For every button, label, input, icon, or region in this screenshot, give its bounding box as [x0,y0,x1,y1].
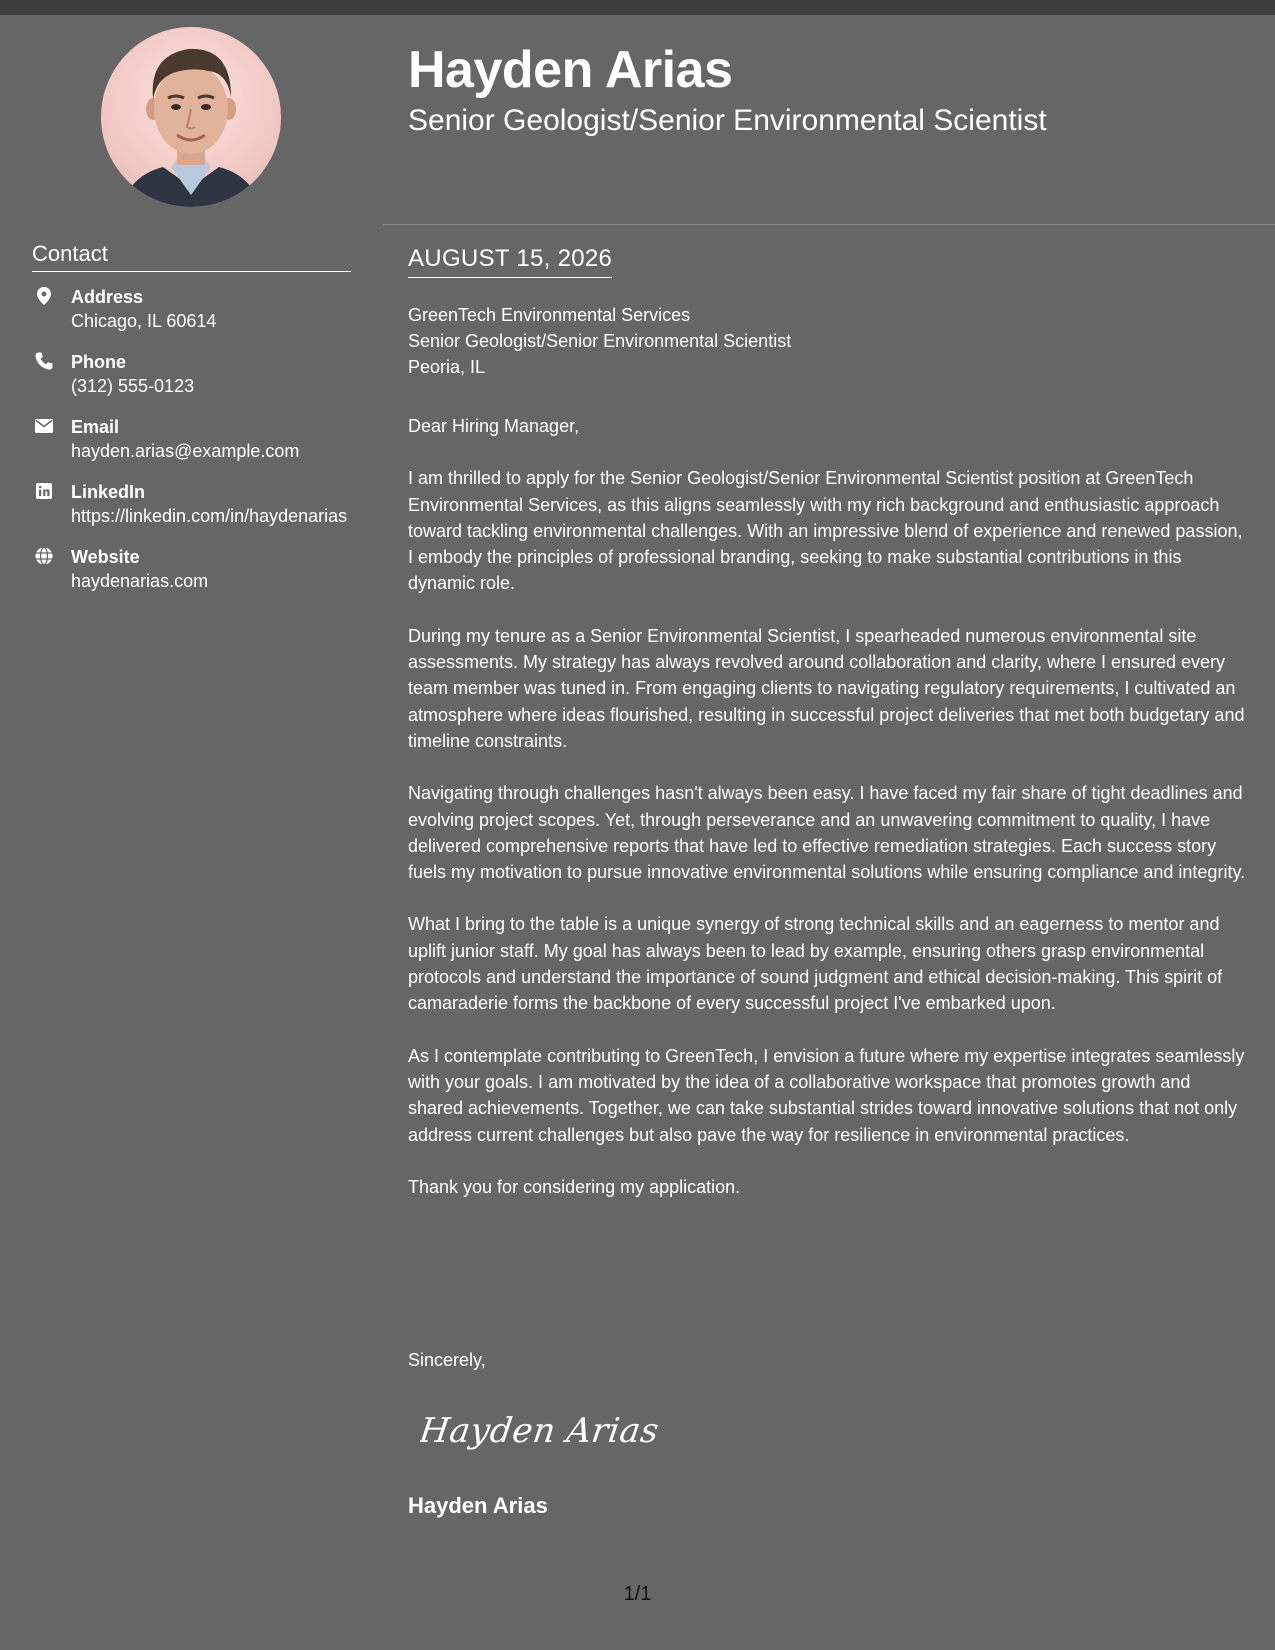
top-bar [0,0,1275,15]
recipient-position: Senior Geologist/Senior Environmental Scientist [408,331,792,351]
linkedin-icon [35,482,53,500]
applicant-title: Senior Geologist/Senior Environmental Scientist [408,104,1047,137]
contact-website [32,545,362,593]
contact-address [32,285,362,333]
signature-glyphs: Hayden Arias [420,1411,660,1451]
contact-phone [32,350,362,398]
header-divider [383,224,1275,225]
globe-icon [35,547,53,565]
website-value[interactable]: haydenarias.com [71,571,209,591]
applicant-name: Hayden Arias [408,41,733,99]
email-value[interactable]: hayden.arias@example.com [71,441,300,461]
phone-icon [35,352,53,370]
recipient-block [408,302,1248,380]
cover-letter-page [0,15,1275,1650]
thank-you-line: Thank you for considering my application. [408,1176,741,1197]
contact-linkedin [32,480,362,528]
page-number: 1/1 [623,1583,652,1605]
salutation: Dear Hiring Manager, [408,416,580,436]
contact-label: Email [71,417,120,437]
linkedin-value[interactable]: https://linkedin.com/in/haydenarias [71,506,348,526]
closing: Sincerely, [408,1350,486,1370]
body-paragraph: During my tenure as a Senior Environmental Scientist, I spearheaded numerous environmental site assessments. My strategy has always revolved around collaboration and clarity, where I ensured every team member was tuned in. From engaging clients to navigating regulatory requirements, I cultivated an atmosphere where ideas flourished, resulting in successful project deliveries that met both budgetary and timeline constraints. [408,625,1245,751]
handwritten-signature [420,1400,660,1460]
recipient-company: GreenTech Environmental Services [408,305,691,325]
address-value: Chicago, IL 60614 [71,311,217,331]
body-paragraph: I am thrilled to apply for the Senior Geologist/Senior Environmental Scientist position at GreenTech Environmental Services, as this aligns seamlessly with my rich background and enthusiastic approach toward tackling environmental challenges. With an impressive blend of experience and renewed passion, I embody the principles of professional branding, seeking to make substantial contributions in this dynamic role. [408,468,1243,594]
letter-body [408,413,1248,1226]
body-paragraph: Navigating through challenges hasn't always been easy. I have faced my fair share of tight deadlines and evolving project scopes. Yet, through perseverance and an unwavering commitment to quality, I have delivered comprehensive reports that have led to effective remediation strategies. Each success story fuels my motivation to pursue innovative environmental solutions while ensuring compliance and integrity. [408,783,1246,883]
contact-email [32,415,362,463]
sidebar [0,15,383,1650]
avatar [101,27,281,207]
phone-value: (312) 555-0123 [71,376,195,396]
contact-heading: Contact [32,241,351,272]
portrait-photo [101,27,281,207]
contact-list [32,285,362,610]
letter-date: AUGUST 15, 2026 [408,245,612,278]
contact-label: Phone [71,352,127,372]
body-paragraph: What I bring to the table is a unique synergy of strong technical skills and an eagerness to mentor and uplift junior staff. My goal has always been to lead by example, ensuring others grasp environmental protocols and understand the importance of sound judgment and ethical decision-making. This spirit of camaraderie forms the backbone of every successful project I've embarked upon. [408,914,1223,1014]
contact-label: Address [71,287,144,307]
body-paragraph: As I contemplate contributing to GreenTech, I envision a future where my expertise integrates seamlessly with your goals. I am motivated by the idea of a collaborative workspace that promotes growth and shared achievements. Together, we can take substantial strides toward innovative solutions that not only address current challenges but also pave the way for resilience in environmental practices. [408,1045,1245,1145]
contact-label: LinkedIn [71,482,146,502]
contact-label: Website [71,547,140,567]
recipient-location: Peoria, IL [408,357,486,377]
signer-name: Hayden Arias [408,1493,548,1518]
map-pin-icon [35,287,53,305]
envelope-icon [35,417,53,435]
